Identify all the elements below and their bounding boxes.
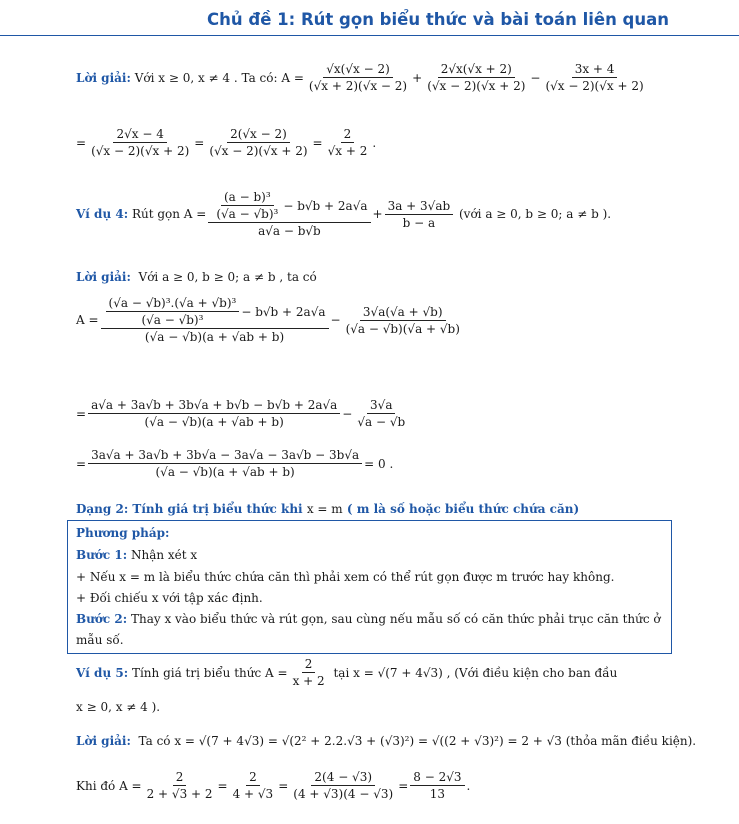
solution5-khi-do: Khi đó A = (76, 778, 142, 793)
numerator: a√a + 3a√b + 3b√a + b√b − b√b + 2a√a (88, 398, 340, 414)
step1-text: Nhận xét x (130, 548, 198, 562)
numerator: 3a√a + 3a√b + 3b√a − 3a√a − 3a√b − 3b√a (88, 448, 362, 464)
example5-intro: Tính giá trị biểu thức A = (131, 665, 288, 680)
solution1-line1: Lời giải: Với x ≥ 0, x ≠ 4 . Ta có: A = $\frac{√x(√x - 2)}{(√x + 2)(√x - 2)}$ + $\frac{2√x(√x + 2)}{(√x - 2)(√x + 2)}$ − $\frac{3x + 4}{(√x - 2)(√x + 2)}$ (76, 62, 649, 93)
denominator: (√a − √b)³ (216, 207, 279, 221)
fraction (208, 190, 370, 238)
fraction (410, 770, 464, 801)
fraction (325, 127, 371, 158)
solution5-label: Lời giải: (76, 734, 131, 748)
solution5-line1 (76, 734, 696, 748)
fraction (354, 398, 408, 429)
denominator: a√a − b√b (258, 224, 321, 238)
step2-text: Thay x vào biểu thức và rút gọn, sau cùng nếu mẫu số có căn thức phải trục căn thức ở (130, 612, 661, 626)
fraction (343, 305, 463, 336)
fraction (88, 127, 192, 158)
method-step1 (76, 548, 197, 562)
method-bullet1: + Nếu x = m là biểu thức chứa căn thì phải xem có thể rút gọn được m trước hay không. (76, 570, 615, 584)
numerator: (a − b)³ (221, 190, 274, 206)
solution1-label: Lời giải: (76, 70, 131, 85)
denominator: (√a − √b)³ (141, 313, 204, 327)
solution1-intro: Với x ≥ 0, x ≠ 4 . Ta có: (134, 70, 278, 85)
example4-line: Ví dụ 4: Rút gọn A = $\frac{\text{(a − b)³}}{\text{(√a − √b)³}}$ − b√b + 2a√a a√a − b√b + $\frac{3a + 3√ab}{b - a}$ (với a ≥ 0, b ≥ 0; a ≠ b ). (76, 190, 612, 238)
solution4-line1: A = $\frac{\text{(√a − √b)³.(√a + √b)³}}{\text{(√a − √b)³}}$ − b√b + 2a√a (√a − √b)(a + √ab + b) − $\frac{3√a(√a + √b)}{(√a - √b)(√a + √b)}$ (76, 296, 465, 344)
solution4-label: Lời giải: (76, 270, 131, 284)
denominator: 4 + √3 (232, 787, 274, 801)
numerator: 3x + 4 (572, 62, 618, 78)
numerator: 3√a (367, 398, 395, 414)
page-title: Chủ đề 1: Rút gọn biểu thức và bài toán liên quan (207, 10, 669, 29)
title-rule (0, 35, 739, 36)
solution4-line3: = $\frac{3a√a + 3a√b + 3b√a - 3a√a - 3a√b - 3b√a}{(√a - √b)(a + √ab + b)}$ = 0 . (76, 448, 394, 479)
example5-cont: x ≥ 0, x ≠ 4 ). (76, 700, 161, 714)
fraction (385, 199, 454, 230)
fraction (306, 62, 410, 93)
method-step2 (76, 612, 661, 626)
numerator-rest: − b√b + 2a√a (283, 198, 368, 213)
denominator: (√x − 2)(√x + 2) (209, 144, 308, 158)
solution4-intro: Với a ≥ 0, b ≥ 0; a ≠ b , ta có (138, 270, 317, 284)
method-bullet2: + Đối chiếu x với tập xác định. (76, 591, 263, 605)
fraction (290, 770, 396, 801)
method-box (67, 520, 672, 654)
fraction (542, 62, 646, 93)
fraction (88, 448, 362, 479)
denominator: √x + 2 (327, 144, 368, 158)
solution5-line2: Khi đó A = $\frac{2}{2 + √3 + 2}$ = $\frac{2}{4 + √3}$ = $\frac{2(4 - √3)}{(4 + √3)(4 - √3)}$ = $\frac{8 - 2√3}{13}$ . (76, 770, 471, 801)
denominator: (√x − 2)(√x + 2) (545, 79, 644, 93)
dang2-title: Dạng 2: Tính giá trị biểu thức khi (76, 502, 303, 516)
fraction (424, 62, 528, 93)
denominator: (√x + 2)(√x − 2) (308, 79, 408, 93)
denominator: x + 2 (292, 674, 325, 688)
fraction (101, 296, 329, 344)
section-dang2 (76, 502, 579, 516)
example5-label: Ví dụ 5: (76, 665, 129, 680)
method-step2-cont: mẫu số. (76, 633, 124, 647)
numerator: 2 (173, 770, 187, 786)
denominator: 2 + √3 + 2 (146, 787, 213, 801)
numerator: 2(√x − 2) (227, 127, 290, 143)
dang2-note: ( m là số hoặc biểu thức chứa căn) (346, 502, 580, 516)
denominator: √a − √b (357, 415, 406, 429)
numerator: 3√a(√a + √b) (360, 305, 446, 321)
solution5-text: Ta có x = √(7 + 4√3) = √(2² + 2.2.√3 + (√3)²) = √((2 + √3)²) = 2 + √3 (thỏa mãn điều kiện). (138, 734, 697, 748)
example4-label: Ví dụ 4: (76, 207, 129, 221)
example5-at: tại x = √(7 + 4√3) , (Với điều kiện cho ban đầu (333, 665, 618, 680)
denominator: (√a − √b)(a + √ab + b) (144, 415, 284, 429)
numerator-rest: − b√b + 2a√a (241, 304, 326, 319)
numerator: √x(√x − 2) (323, 62, 393, 78)
numerator: 2 (341, 127, 355, 143)
denominator: (√a − √b)(a + √ab + b) (155, 465, 295, 479)
fraction (88, 398, 340, 429)
fraction (206, 127, 310, 158)
fraction (213, 190, 281, 221)
fraction (144, 770, 216, 801)
denominator: (√a − √b)(a + √ab + b) (144, 330, 285, 344)
step1-label: Bước 1: (76, 548, 128, 562)
solution4-intro-line (76, 270, 317, 284)
dang2-equation: x = m (306, 502, 343, 516)
denominator: (4 + √3)(4 − √3) (293, 787, 394, 801)
solution4-result: = 0 . (364, 456, 394, 471)
example5-line (76, 657, 617, 688)
fraction (290, 657, 328, 688)
denominator: (√x − 2)(√x + 2) (427, 79, 526, 93)
numerator: 8 − 2√3 (410, 770, 464, 786)
numerator: 2√x − 4 (113, 127, 166, 143)
method-heading: Phương pháp: (76, 526, 170, 540)
numerator: 2√x(√x + 2) (438, 62, 515, 78)
denominator: (√a − √b)(√a + √b) (345, 321, 460, 336)
fraction (106, 296, 240, 327)
solution4-line2: = $\frac{a√a + 3a√b + 3b√a + b√b - b√b + 2a√a}{(√a - √b)(a + √ab + b)}$ − $\frac{3√a}{√a - √b}$ (76, 398, 410, 429)
solution1-line2: = $\frac{2√x - 4}{(√x - 2)(√x + 2)}$ = $\frac{2(√x - 2)}{(√x - 2)(√x + 2)}$ = $\frac{2}{√x + 2}$ . (76, 127, 377, 158)
numerator: 2(4 − √3) (311, 770, 375, 786)
denominator: (√x − 2)(√x + 2) (91, 144, 190, 158)
denominator: 13 (429, 787, 446, 801)
numerator: 2 (302, 657, 316, 673)
example4-condition: (với a ≥ 0, b ≥ 0; a ≠ b ). (458, 207, 612, 221)
numerator: (√a − √b)³.(√a + √b)³ (106, 296, 240, 312)
numerator: 2 (246, 770, 260, 786)
example4-intro: Rút gọn A = (131, 207, 207, 221)
step2-label: Bước 2: (76, 612, 128, 626)
numerator: 3a + 3√ab (385, 199, 454, 215)
fraction (230, 770, 277, 801)
solution1-lhs: A = (281, 70, 304, 85)
denominator: b − a (402, 215, 436, 230)
